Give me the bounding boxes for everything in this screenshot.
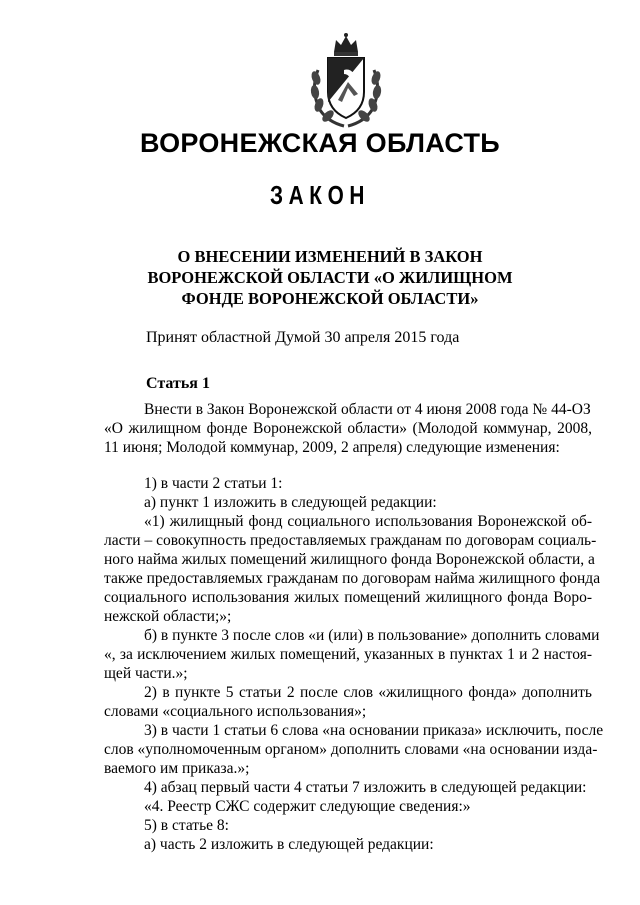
body-line: «, за исключением жилых помещений, указанных в пунктах 1 и 2 настоя-: [104, 646, 592, 663]
adoption-date: Принят областной Думой 30 апреля 2015 года: [146, 329, 460, 346]
body-line: 1) в части 2 статьи 1:: [144, 475, 283, 492]
body-line: 2) в пункте 5 статьи 2 после слов «жилищного фонда» дополнить: [144, 684, 592, 701]
body-line: социального использования жилых помещений жилищного фонда Воро-: [104, 589, 592, 606]
law-subject: [140, 246, 520, 309]
body-line: а) часть 2 изложить в следующей редакции:: [144, 836, 434, 853]
paragraph-gap: [104, 457, 592, 474]
article-body: [104, 400, 604, 854]
body-line: словами «социального использования»;: [104, 703, 367, 720]
body-line: Внести в Закон Воронежской области от 4 июня 2008 года № 44-ОЗ: [144, 401, 591, 418]
coat-of-arms-icon: [304, 30, 388, 130]
body-line: щей части.»;: [104, 665, 188, 682]
body-line: 4) абзац первый части 4 статьи 7 изложить в следующей редакции:: [144, 779, 587, 796]
article-heading: Статья 1: [146, 375, 210, 392]
body-line: 3) в части 1 статьи 6 слова «на основании приказа» исключить, после: [144, 722, 604, 739]
body-line: «О жилищном фонде Воронежской области» (Молодой коммунар, 2008,: [104, 420, 592, 437]
subject-line: ФОНДЕ ВОРОНЕЖСКОЙ ОБЛАСТИ»: [181, 289, 479, 308]
body-line: нежской области;»;: [104, 608, 232, 625]
body-line: ваемого им приказа.»;: [104, 760, 250, 777]
body-line: б) в пункте 3 после слов «и (или) в пользование» дополнить словами: [144, 627, 600, 644]
subject-line: О ВНЕСЕНИИ ИЗМЕНЕНИЙ В ЗАКОН: [177, 247, 483, 266]
law-title: ЗАКОН: [270, 180, 370, 210]
body-line: а) пункт 1 изложить в следующей редакции:: [144, 494, 437, 511]
body-line: «4. Реестр СЖС содержит следующие сведения:»: [144, 798, 471, 815]
body-line: также предоставляемых гражданам по договорам найма жилищного фонда: [104, 570, 601, 587]
body-line: слов «уполномоченным органом» дополнить словами «на основании изда-: [104, 741, 598, 758]
body-line: ного найма жилых помещений жилищного фонда Воронежской области, а: [104, 551, 595, 568]
body-line: ласти – совокупность предоставляемых гражданам по договорам социаль-: [104, 532, 597, 549]
body-line: «1) жилищный фонд социального использования Воронежской об-: [144, 513, 592, 530]
subject-line: ВОРОНЕЖСКОЙ ОБЛАСТИ «О ЖИЛИЩНОМ: [147, 268, 513, 287]
region-title: ВОРОНЕЖСКАЯ ОБЛАСТЬ: [139, 128, 501, 158]
body-line: 5) в статье 8:: [144, 817, 229, 834]
body-line: 11 июня; Молодой коммунар, 2009, 2 апреля) следующие изменения:: [104, 439, 560, 456]
